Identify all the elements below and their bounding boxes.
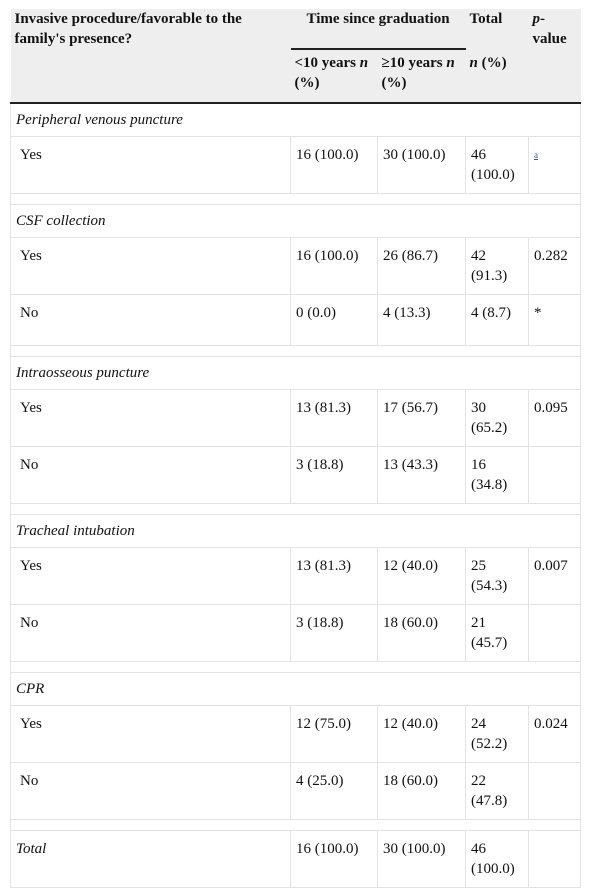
footnote-link[interactable]: a	[534, 150, 539, 160]
cell-pvalue: *	[529, 295, 581, 346]
table-row	[11, 137, 581, 194]
row-label: No	[11, 605, 291, 662]
cell-total: 25 (54.3)	[466, 548, 529, 605]
table-row	[11, 447, 581, 504]
table-header	[11, 9, 581, 103]
cell-lt10: 13 (81.3)	[291, 390, 378, 447]
section-title: CPR	[11, 673, 581, 706]
cell-total: 46 (100.0)	[466, 137, 529, 194]
header-lt10: <10 years n (%)	[291, 50, 378, 103]
section-row	[11, 205, 581, 238]
cell-lt10: 3 (18.8)	[291, 605, 378, 662]
cell-pvalue: 0.282	[529, 238, 581, 295]
spacer-row	[11, 504, 581, 515]
table-row	[11, 295, 581, 346]
row-label: Yes	[11, 548, 291, 605]
cell-pvalue: 0.007	[529, 548, 581, 605]
header-ge10: ≥10 years n (%)	[378, 50, 466, 103]
cell-ge10: 4 (13.3)	[378, 295, 466, 346]
cell-lt10: 12 (75.0)	[291, 706, 378, 763]
table-row	[11, 763, 581, 820]
section-row	[11, 515, 581, 548]
cell-total: 22 (47.8)	[466, 763, 529, 820]
spacer-cell	[11, 820, 581, 831]
cell-pvalue	[529, 447, 581, 504]
section-row	[11, 673, 581, 706]
results-table	[10, 9, 581, 888]
table-row	[11, 706, 581, 763]
section-row	[11, 103, 581, 137]
section-row	[11, 357, 581, 390]
spacer-cell	[11, 346, 581, 357]
cell-ge10: 18 (60.0)	[378, 763, 466, 820]
total-lt10: 16 (100.0)	[291, 831, 378, 888]
spacer-row	[11, 662, 581, 673]
row-label: Yes	[11, 390, 291, 447]
cell-ge10: 12 (40.0)	[378, 548, 466, 605]
spacer-row	[11, 820, 581, 831]
total-pvalue	[529, 831, 581, 888]
header-pvalue	[529, 9, 581, 103]
row-label: Yes	[11, 706, 291, 763]
total-ge10: 30 (100.0)	[378, 831, 466, 888]
row-label: Yes	[11, 238, 291, 295]
cell-lt10: 13 (81.3)	[291, 548, 378, 605]
cell-ge10: 17 (56.7)	[378, 390, 466, 447]
cell-total: 16 (34.8)	[466, 447, 529, 504]
section-title: Intraosseous puncture	[11, 357, 581, 390]
row-label: No	[11, 447, 291, 504]
table-row	[11, 238, 581, 295]
cell-lt10: 3 (18.8)	[291, 447, 378, 504]
header-total-n: n (%)	[466, 50, 529, 103]
results-table-container	[10, 9, 580, 888]
cell-lt10: 4 (25.0)	[291, 763, 378, 820]
total-total: 46 (100.0)	[466, 831, 529, 888]
spacer-cell	[11, 194, 581, 205]
cell-total: 24 (52.2)	[466, 706, 529, 763]
spacer-cell	[11, 662, 581, 673]
total-label: Total	[11, 831, 291, 888]
cell-pvalue	[529, 137, 581, 194]
header-time-since-graduation	[291, 9, 466, 50]
header-pvalue-label: p-value	[532, 11, 567, 47]
cell-total: 30 (65.2)	[466, 390, 529, 447]
table-row	[11, 605, 581, 662]
header-group-label: Time since graduation	[306, 11, 450, 27]
header-procedure: Invasive procedure/favorable to the family's presence?	[11, 9, 291, 103]
cell-total: 4 (8.7)	[466, 295, 529, 346]
cell-ge10: 26 (86.7)	[378, 238, 466, 295]
cell-total: 42 (91.3)	[466, 238, 529, 295]
section-title: CSF collection	[11, 205, 581, 238]
total-row	[11, 831, 581, 888]
cell-lt10: 16 (100.0)	[291, 137, 378, 194]
header-total: Total	[466, 9, 529, 50]
row-label: No	[11, 763, 291, 820]
cell-pvalue: 0.095	[529, 390, 581, 447]
table-body	[11, 103, 581, 888]
row-label: Yes	[11, 137, 291, 194]
cell-lt10: 0 (0.0)	[291, 295, 378, 346]
spacer-cell	[11, 504, 581, 515]
cell-pvalue	[529, 763, 581, 820]
cell-ge10: 12 (40.0)	[378, 706, 466, 763]
table-row	[11, 548, 581, 605]
section-title: Peripheral venous puncture	[11, 103, 581, 137]
spacer-row	[11, 194, 581, 205]
section-title: Tracheal intubation	[11, 515, 581, 548]
cell-ge10: 18 (60.0)	[378, 605, 466, 662]
spacer-row	[11, 346, 581, 357]
cell-lt10: 16 (100.0)	[291, 238, 378, 295]
cell-ge10: 13 (43.3)	[378, 447, 466, 504]
cell-total: 21 (45.7)	[466, 605, 529, 662]
cell-pvalue: 0.024	[529, 706, 581, 763]
row-label: No	[11, 295, 291, 346]
cell-ge10: 30 (100.0)	[378, 137, 466, 194]
table-row	[11, 390, 581, 447]
cell-pvalue	[529, 605, 581, 662]
